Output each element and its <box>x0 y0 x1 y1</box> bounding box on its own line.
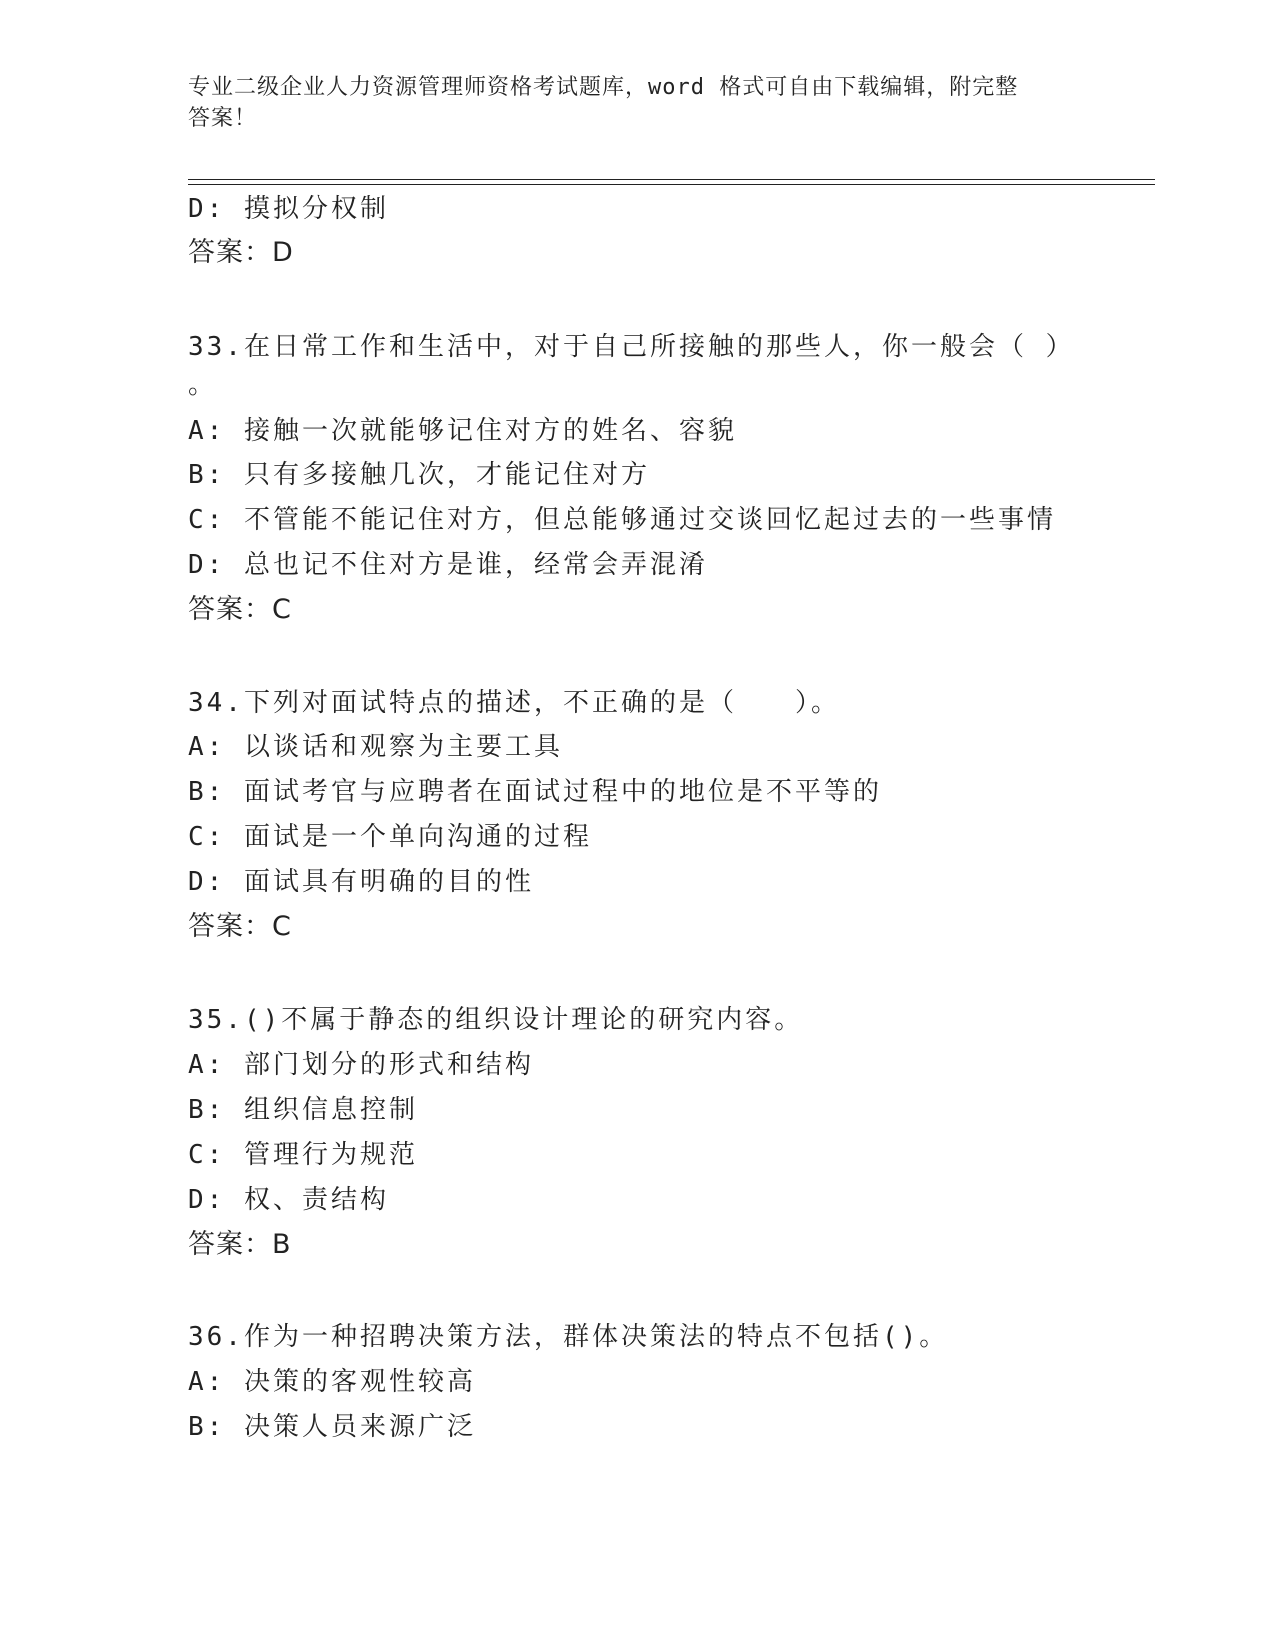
q36-option-b: B: 决策人员来源广泛 <box>188 1412 476 1442</box>
header-rule-bottom <box>188 184 1155 185</box>
q35-option-c: C: 管理行为规范 <box>188 1140 418 1170</box>
q33-answer: 答案：C <box>188 594 292 625</box>
q34-stem: 34.下列对面试特点的描述，不正确的是（ ）。 <box>188 688 840 718</box>
q34-option-b: B: 面试考官与应聘者在面试过程中的地位是不平等的 <box>188 777 882 807</box>
q33-option-d: D: 总也记不住对方是谁，经常会弄混淆 <box>188 550 708 580</box>
q34-option-a: A: 以谈话和观察为主要工具 <box>188 732 563 762</box>
prev-answer: 答案：D <box>188 237 294 268</box>
header-line-2: 答案！ <box>188 106 258 131</box>
q33-stem: 33.在日常工作和生活中，对于自己所接触的那些人，你一般会（ ） <box>188 332 1075 362</box>
q36-option-a: A: 决策的客观性较高 <box>188 1367 476 1397</box>
q33-option-a: A: 接触一次就能够记住对方的姓名、容貌 <box>188 416 737 446</box>
document-header <box>188 72 1068 134</box>
q34-answer: 答案：C <box>188 911 292 942</box>
q35-stem: 35.()不属于静态的组织设计理论的研究内容。 <box>188 1005 804 1035</box>
q35-option-b: B: 组织信息控制 <box>188 1095 418 1125</box>
q35-option-a: A: 部门划分的形式和结构 <box>188 1050 534 1080</box>
q34-option-c: C: 面试是一个单向沟通的过程 <box>188 822 592 852</box>
q35-option-d: D: 权、责结构 <box>188 1185 389 1215</box>
q33-option-b: B: 只有多接触几次，才能记住对方 <box>188 460 650 490</box>
q34-option-d: D: 面试具有明确的目的性 <box>188 867 534 897</box>
q33-stem-cont: 。 <box>188 370 218 400</box>
header-line-1: 专业二级企业人力资源管理师资格考试题库，word 格式可自由下载编辑，附完整 <box>188 75 1019 100</box>
q36-stem: 36.作为一种招聘决策方法，群体决策法的特点不包括()。 <box>188 1322 949 1352</box>
prev-option-d: D: 摸拟分权制 <box>188 194 389 224</box>
header-rule-top <box>188 179 1155 180</box>
q33-option-c: C: 不管能不能记住对方，但总能够通过交谈回忆起过去的一些事情 <box>188 505 1056 535</box>
q35-answer: 答案：B <box>188 1229 292 1260</box>
